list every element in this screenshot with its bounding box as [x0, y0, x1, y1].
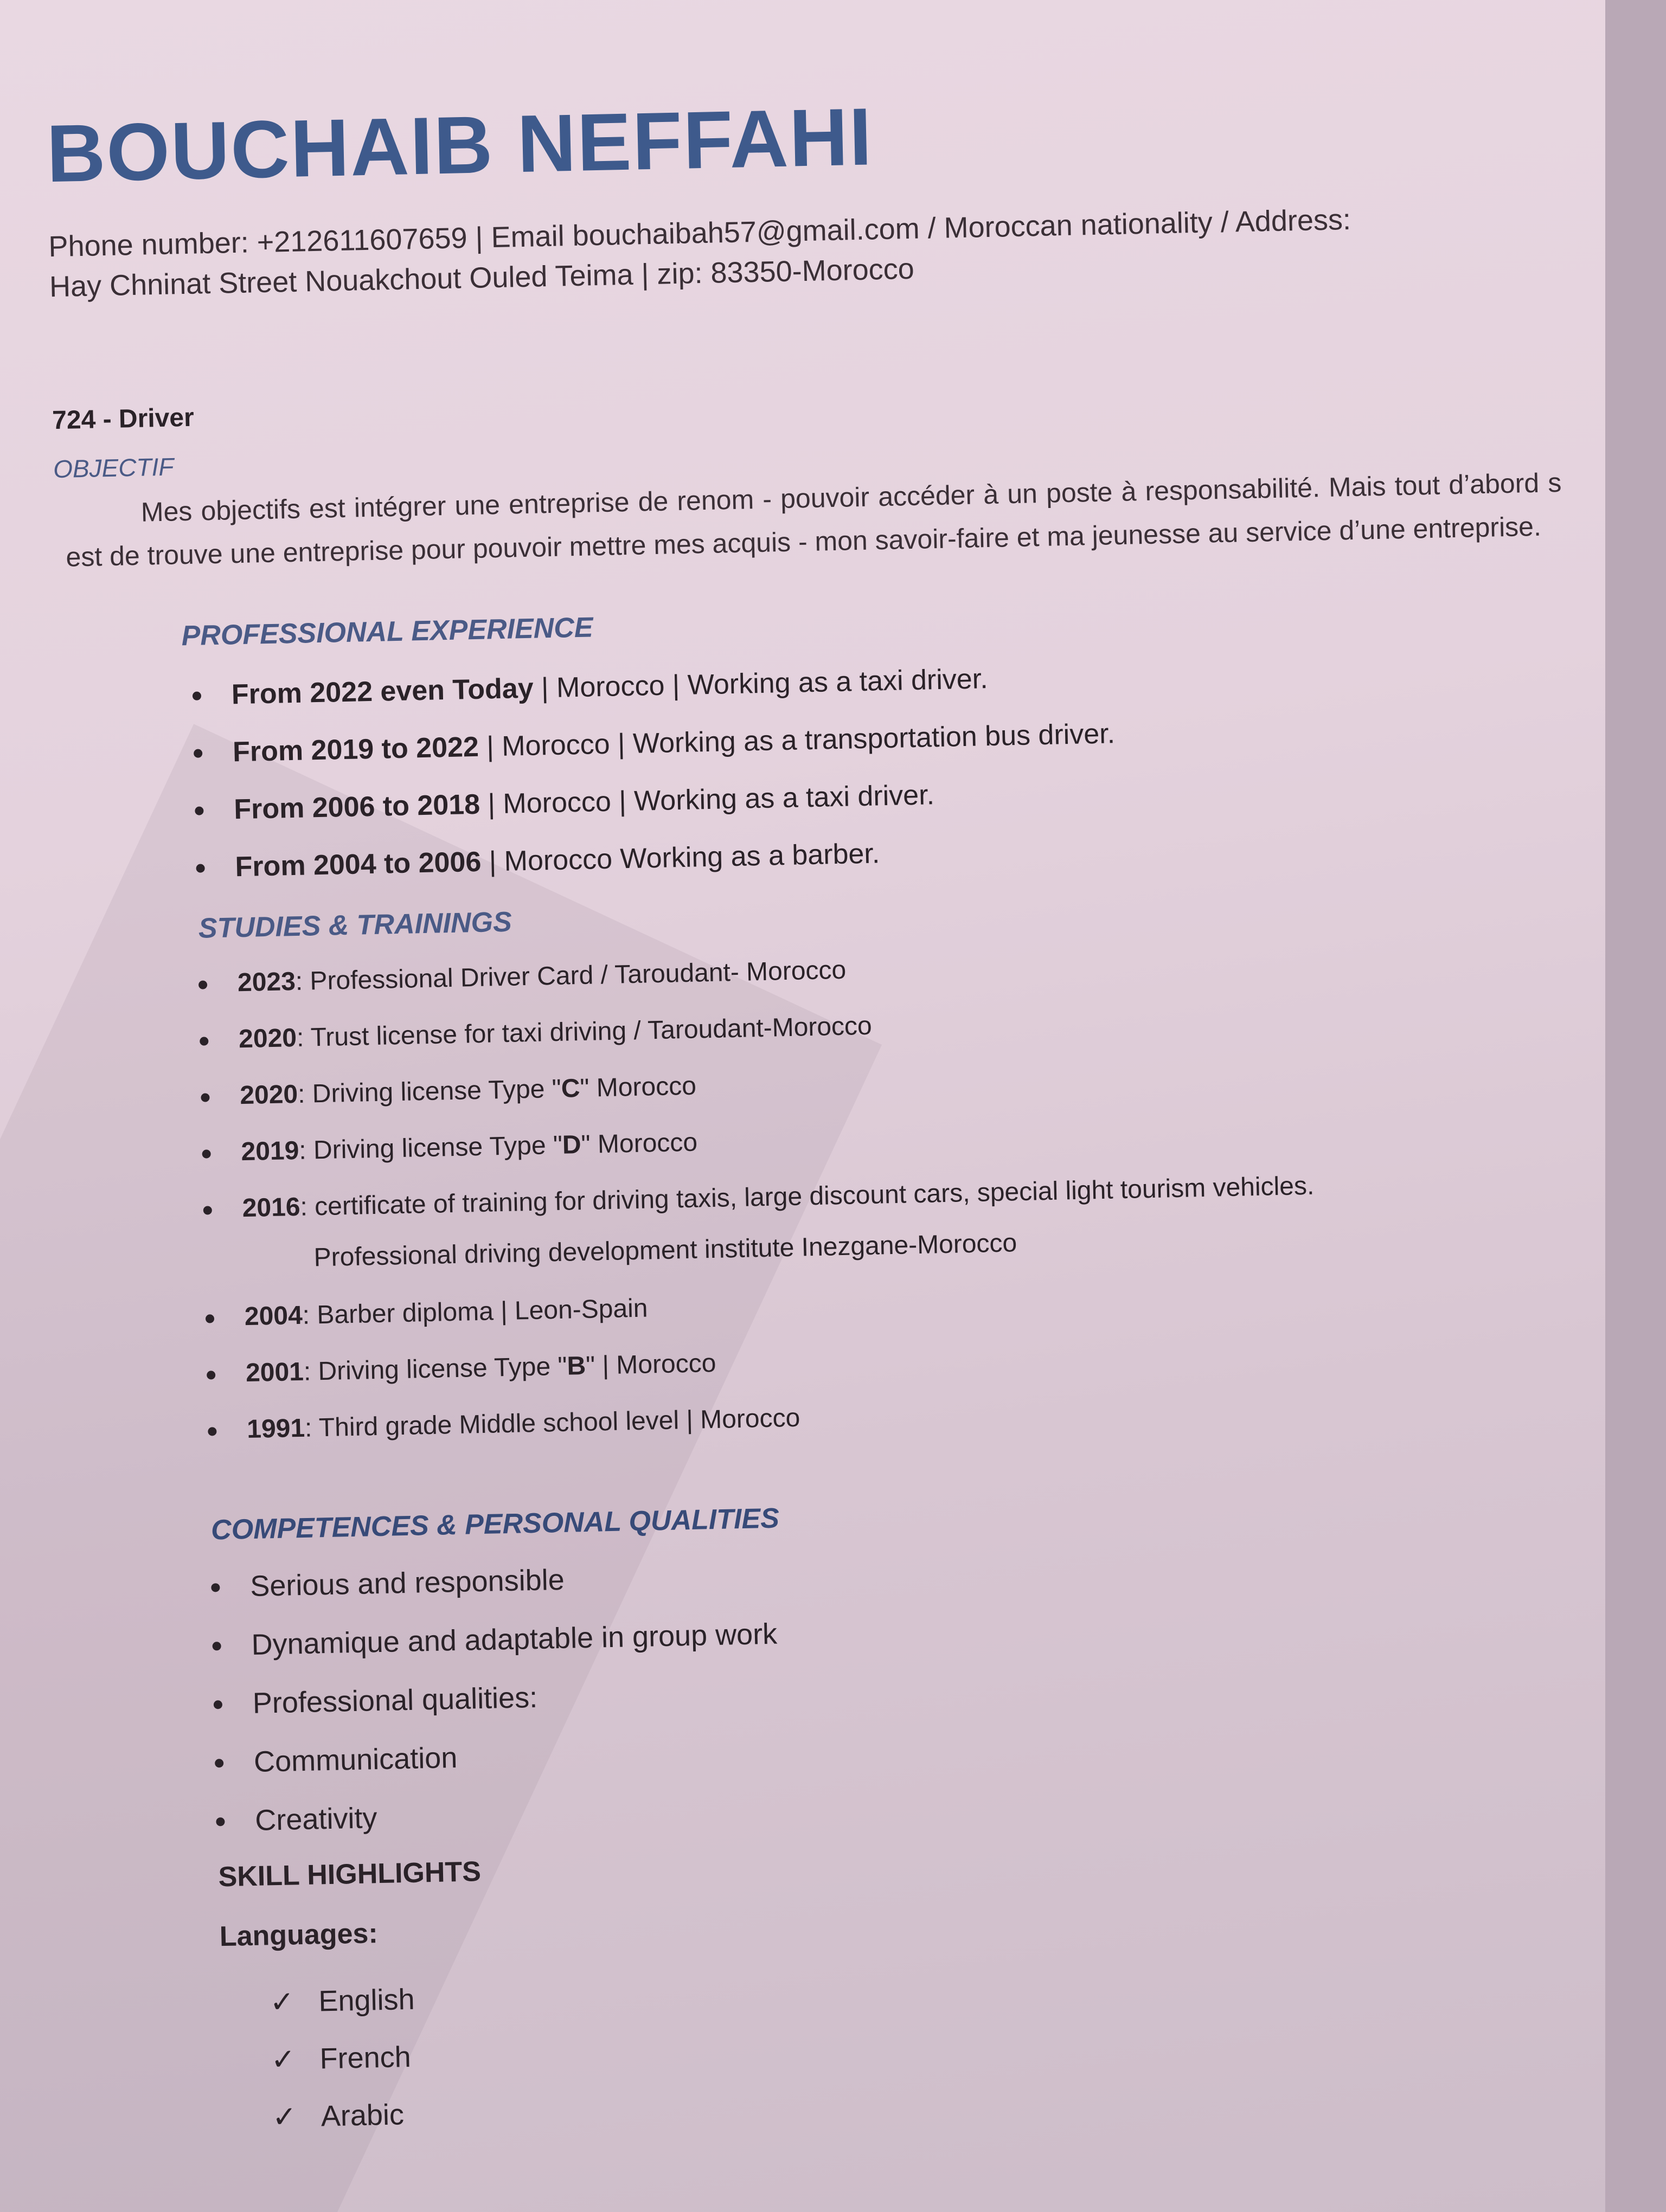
competence-item: Creativity	[212, 1791, 782, 1861]
study-year: 2020	[238, 1023, 297, 1054]
competences-list	[207, 1557, 782, 1861]
objectif-heading: OBJECTIF	[53, 452, 174, 484]
experience-list	[188, 657, 1118, 906]
competence-item: Serious and responsible	[207, 1557, 777, 1627]
competence-item: Dynamique and adaptable in group work	[208, 1615, 778, 1686]
experience-detail: | Morocco Working as a barber.	[480, 838, 880, 878]
language-item	[272, 2086, 418, 2146]
language-item	[269, 1971, 415, 2031]
study-detail: : Driving license Type "	[297, 1074, 562, 1109]
study-detail: : certificate of training for driving taxis, large discount cars, special light tourism vehicles.	[299, 1171, 1315, 1221]
study-year: 2023	[237, 967, 296, 998]
study-institute: Professional driving development institute Inezgane-Morocco	[313, 1229, 1017, 1272]
skill-highlights-heading: SKILL HIGHLIGHTS	[217, 1856, 482, 1893]
study-year: 2016	[242, 1192, 301, 1223]
languages-list	[269, 1971, 418, 2146]
studies-list	[194, 943, 1319, 1470]
languages-label: Languages:	[219, 1918, 379, 1953]
study-detail-end: " Morocco	[579, 1071, 697, 1103]
study-detail: : Trust license for taxi driving / Taroudant-Morocco	[296, 1011, 873, 1052]
objectif-text: Mes objectifs est intégrer une entreprise de renom - pouvoir accéder à un poste à responsabilité. Mais tout d’abord s est de trouve une entreprise pour pouvoir mettre mes acquis - mon savoir-faire et ma jeunesse au service d’une entreprise.	[65, 467, 1562, 573]
experience-detail: | Morocco | Working as a taxi driver.	[533, 663, 989, 704]
study-detail-end: " | Morocco	[585, 1348, 716, 1380]
check-icon: ✓	[269, 1985, 295, 2019]
study-detail: : Professional Driver Card / Taroudant- Morocco	[295, 955, 847, 996]
contact-line-1: Phone number: +212611607659 | Email bouchaibah57@gmail.com / Moroccan nationality / Address:	[48, 203, 1351, 263]
studies-heading: STUDIES & TRAININGS	[198, 906, 512, 944]
contact-info	[48, 196, 1514, 307]
experience-period: From 2019 to 2022	[232, 731, 479, 768]
language-name: French	[319, 2040, 412, 2075]
license-type: B	[566, 1351, 586, 1381]
experience-period: From 2004 to 2006	[234, 846, 482, 883]
contact-line-2: Hay Chninat Street Nouakchout Ouled Teima | zip: 83350-Morocco	[49, 252, 915, 304]
study-detail: : Driving license Type "	[298, 1130, 563, 1165]
job-title: 724 - Driver	[52, 403, 195, 435]
experience-period: From 2022 even Today	[231, 672, 534, 711]
study-detail-end: " Morocco	[581, 1128, 698, 1160]
study-year: 1991	[246, 1413, 305, 1444]
check-icon: ✓	[271, 2043, 296, 2076]
language-item	[271, 2028, 416, 2089]
study-year: 2004	[244, 1301, 303, 1332]
competence-item: Communication	[210, 1732, 780, 1803]
candidate-name: BOUCHAIB NEFFAHI	[46, 91, 874, 200]
experience-detail: | Morocco | Working as a transportation bus driver.	[478, 718, 1116, 763]
study-year: 2001	[245, 1357, 304, 1388]
experience-heading: PROFESSIONAL EXPERIENCE	[181, 612, 594, 652]
language-name: English	[318, 1983, 415, 2018]
license-type: D	[562, 1130, 582, 1160]
competences-heading: COMPETENCES & PERSONAL QUALITIES	[210, 1502, 780, 1546]
study-detail: : Third grade Middle school level | Morocco	[304, 1403, 800, 1443]
experience-period: From 2006 to 2018	[233, 788, 480, 826]
language-name: Arabic	[321, 2098, 405, 2133]
study-year: 2019	[241, 1136, 299, 1167]
study-year: 2020	[239, 1079, 298, 1110]
license-type: C	[561, 1074, 580, 1103]
check-icon: ✓	[272, 2100, 297, 2134]
study-detail: : Driving license Type "	[303, 1352, 568, 1386]
experience-detail: | Morocco | Working as a taxi driver.	[479, 779, 935, 820]
competence-item: Professional qualities:	[209, 1674, 779, 1744]
study-detail: : Barber diploma | Leon-Spain	[302, 1294, 648, 1330]
